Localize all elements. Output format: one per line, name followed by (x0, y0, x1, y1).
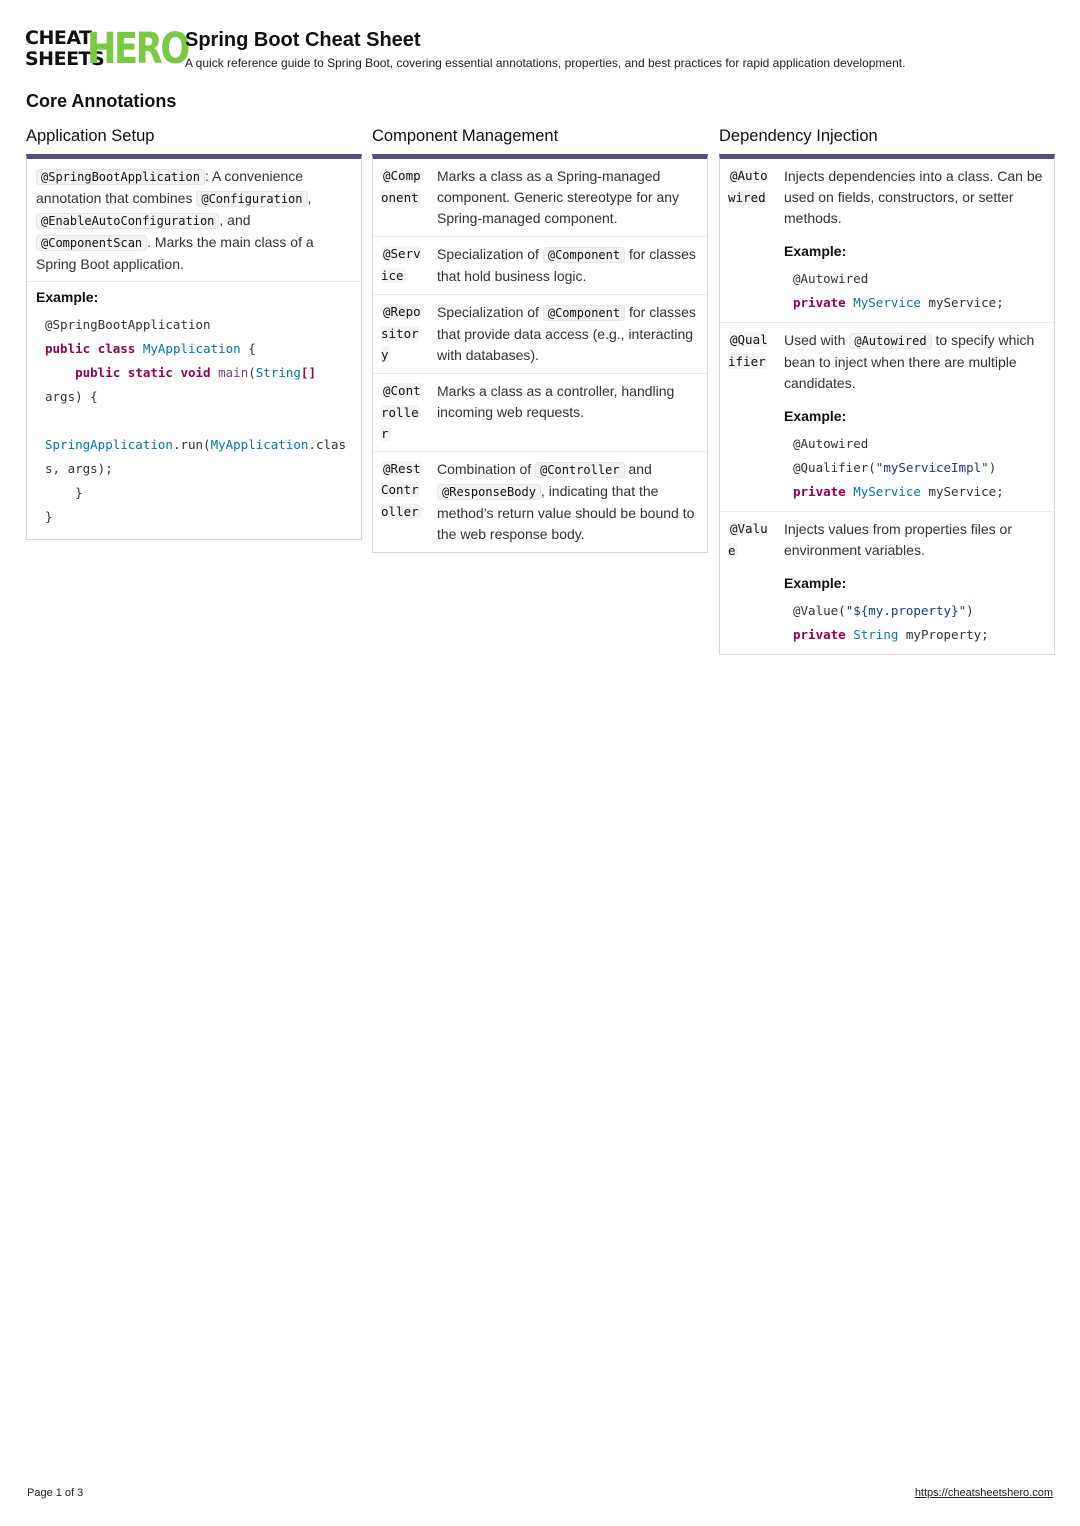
code-text: myProperty; (898, 627, 989, 642)
springbootapplication-description (27, 159, 361, 282)
inline-code: @Component (543, 305, 625, 321)
row-description: Specialization of @Component for classes that hold business logic. (437, 246, 696, 284)
annotation-key-value: @Value (728, 521, 768, 558)
code-text: myService; (920, 295, 1004, 310)
table-row (720, 159, 1054, 323)
code-keyword: static (127, 365, 173, 380)
column-heading: Application Setup (26, 127, 155, 145)
code-text: .class, args); (45, 437, 347, 476)
code-function: main (218, 365, 249, 380)
row-description: Specialization of @Component for classes that provide data access (e.g., interacting with databases). (437, 304, 696, 363)
table-row (373, 374, 707, 452)
row-content (772, 512, 1054, 654)
code-text: ) (988, 460, 997, 475)
example-label: Example: (784, 575, 847, 591)
example-label: Example: (784, 243, 847, 259)
code-text: } (45, 485, 83, 500)
inline-code: @Controller (535, 462, 624, 478)
annotation-key-qualifier: @Qualifier (728, 332, 768, 369)
table-row (373, 295, 707, 374)
section-title: Core Annotations (26, 91, 177, 111)
row-description: Combination of @Controller and @ResponseBody , indicating that the method’s return value should be bound to the web response body. (437, 460, 695, 542)
code-type: String (255, 365, 301, 380)
code-block[interactable] (36, 313, 352, 529)
row-description: Marks a class as a Spring-managed component. Generic stereotype for any Spring-managed component. (437, 168, 680, 226)
annotation-key-service: @Service (381, 246, 421, 283)
code-text: .run( (172, 437, 211, 452)
inline-code: @ResponseBody (437, 484, 541, 500)
logo-word-sheets: SHEETS (25, 48, 105, 70)
code-keyword: class (97, 341, 136, 356)
code-text: [] (300, 365, 316, 380)
code-text: myService; (920, 484, 1004, 499)
code-keyword: public (75, 365, 121, 380)
row-description: Injects values from properties files or environment variables. (784, 521, 1012, 558)
logo-word-cheat: CHEAT (25, 27, 92, 49)
column-application-setup (26, 126, 362, 540)
table-row (373, 159, 707, 237)
row-description: Marks a class as a controller, handling incoming web requests. (437, 383, 675, 420)
annotation-key-autowired: @Autowired (728, 168, 768, 205)
table-row (720, 323, 1054, 512)
inline-code: @Autowired (849, 333, 931, 349)
annotation-key-controller: @Controller (381, 383, 421, 441)
inline-code: @SpringBootApplication (36, 169, 205, 185)
column-heading: Component Management (372, 127, 559, 145)
code-annotation: @Value( (793, 603, 846, 618)
code-text: ) (966, 603, 974, 618)
code-keyword: void (180, 365, 211, 380)
column-component-management (372, 126, 708, 553)
column-dependency-injection (719, 126, 1055, 655)
code-type: MyApplication (142, 341, 241, 356)
code-annotation: @Autowired (793, 271, 869, 286)
code-indent (45, 365, 75, 380)
card-component-management (372, 154, 708, 553)
page-number: Page 1 of 3 (27, 1487, 84, 1499)
card-application-setup (26, 154, 362, 540)
example-label: Example: (36, 289, 99, 305)
row-content (772, 323, 1054, 511)
footer-link[interactable]: https://cheatsheetshero.com (914, 1487, 1053, 1499)
code-text: { (240, 341, 256, 356)
page-title: Spring Boot Cheat Sheet (185, 29, 421, 51)
code-text: ( (248, 365, 256, 380)
code-block[interactable] (784, 432, 1044, 504)
cheatsheetshero-logo[interactable] (25, 24, 188, 74)
inline-code: @Component (543, 247, 625, 263)
code-annotation: @Qualifier( (793, 460, 876, 475)
code-keyword: public (45, 341, 91, 356)
annotation-key-repository: @Repository (381, 304, 421, 362)
table-row (373, 237, 707, 295)
text: , (307, 190, 312, 206)
code-annotation: @Autowired (793, 436, 869, 451)
row-description: Used with @Autowired to specify which bean to inject when there are multiple candidates. (784, 332, 1035, 391)
table-row (720, 512, 1054, 654)
code-keyword: private (793, 627, 846, 642)
code-block[interactable] (784, 267, 1044, 315)
code-text: } (45, 509, 53, 524)
annotation-key-restcontroller: @RestController (381, 460, 421, 519)
example-label: Example: (784, 408, 847, 424)
row-content (772, 159, 1054, 322)
row-description: Injects dependencies into a class. Can be used on fields, constructors, or setter methods. (784, 168, 1043, 226)
code-type: SpringApplication (45, 437, 173, 452)
code-block[interactable] (784, 599, 1044, 647)
code-type: MyService (853, 295, 921, 310)
text: : A convenience annotation that combines (36, 168, 304, 206)
code-type: MyApplication (210, 437, 309, 452)
text: . Marks the main class of a Spring Boot application. (36, 234, 314, 272)
annotation-key-component: @Component (381, 168, 421, 205)
inline-code: @EnableAutoConfiguration (36, 213, 219, 229)
card-dependency-injection (719, 154, 1055, 655)
code-annotation: @SpringBootApplication (45, 317, 211, 332)
text: , and (219, 212, 251, 228)
code-string: "${my.property}" (845, 603, 967, 618)
column-heading: Dependency Injection (719, 127, 878, 145)
code-keyword: private (793, 295, 846, 310)
code-type: MyService (853, 484, 921, 499)
logo-word-hero: HERO (87, 24, 188, 74)
code-string: "myServiceImpl" (875, 460, 989, 475)
code-keyword: private (793, 484, 846, 499)
code-type: String (853, 627, 899, 642)
table-row (373, 452, 707, 552)
inline-code: @ComponentScan (36, 235, 147, 251)
code-text: args) { (45, 389, 98, 404)
example-block (27, 282, 361, 539)
page-subtitle: A quick reference guide to Spring Boot, covering essential annotations, properties, and best practices for rapid application development. (185, 56, 906, 70)
inline-code: @Configuration (196, 191, 307, 207)
